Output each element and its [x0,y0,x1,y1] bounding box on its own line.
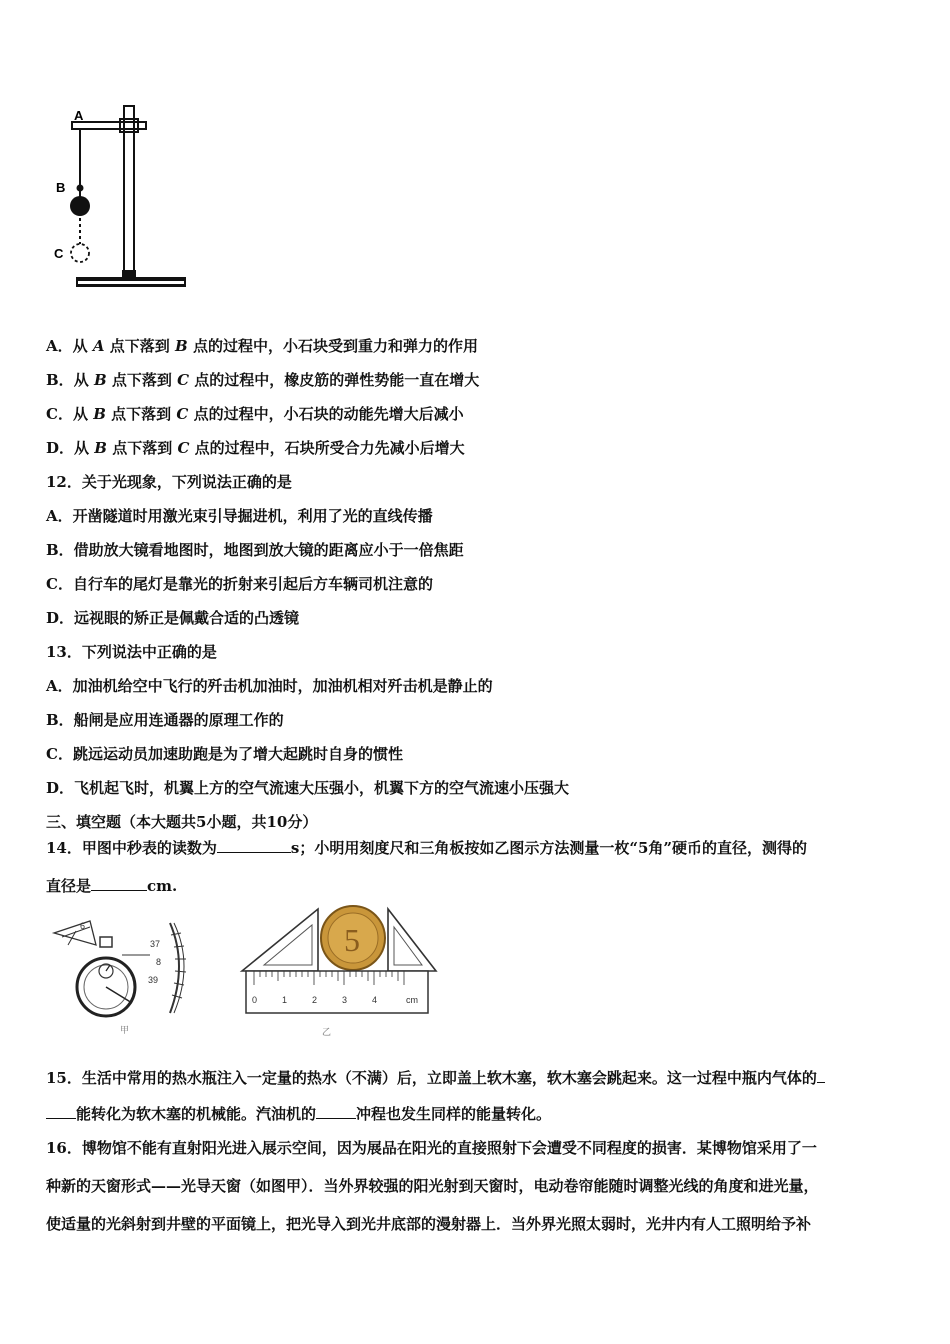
q13-stem: 13．下列说法中正确的是 [46,643,217,661]
left-triangle [242,909,318,971]
stone-ball [70,196,90,216]
q16-line1: 16．博物馆不能有直射阳光进入展示空间，因为展品在阳光的直接照射下会遭受不同程度的损害．某博物馆采用了一 [46,1139,817,1157]
stopwatch-figure [50,915,190,1037]
q13-option-d: D．飞机起飞时，机翼上方的空气流速大压强小，机翼下方的空气流速小压强大 [46,779,570,797]
q12-stem: 12．关于光现象，下列说法正确的是 [46,473,292,491]
ruler-unit: cm [406,995,418,1005]
q15-blank-1a[interactable] [817,1068,825,1083]
section-title: 三、填空题（本大题共5小题，共10分） [46,813,318,831]
q11-option-d: D．从 B 点下落到 C 点的过程中，石块所受合力先减小后增大 [46,439,465,457]
q11-option-a: A．从 A 点下落到 B 点的过程中，小石块受到重力和弹力的作用 [46,337,478,355]
q14-line2: 直径是 cm. [46,877,178,895]
q13-option-b: B．船闸是应用连通器的原理工作的 [46,711,284,729]
q14-line1: 14．甲图中秒表的读数为 s；小明用刻度尺和三角板按如乙图示方法测量一枚“5角”硬币的直径，测得的 [46,839,808,857]
q15-blank-2[interactable] [316,1104,356,1119]
ruler-caption: 乙 [322,1028,332,1038]
ruler-tick-1: 1 [282,995,288,1005]
label-b: B [56,180,66,195]
right-triangle [388,909,436,971]
ruler-tick-4: 4 [372,995,378,1005]
q13-option-c: C．跳远运动员加速助跑是为了增大起跳时自身的惯性 [46,745,403,763]
q16-line2: 种新的天窗形式——光导天窗（如图甲）．当外界较强的阳光射到天窗时，电动卷帘能随时调整光线的角度和进光量， [46,1177,819,1195]
ruler-coin-figure [238,905,438,1040]
pendulum-stand-figure [44,100,194,295]
coin-label: 5 [344,922,360,958]
q11-option-b: B．从 B 点下落到 C 点的过程中，橡皮筋的弹性势能一直在增大 [46,371,480,389]
q12-option-c: C．自行车的尾灯是靠光的折射来引起后方车辆司机注意的 [46,575,433,593]
q15-line1: 15．生活中常用的热水瓶注入一定量的热水（不满）后，立即盖上软木塞，软木塞会跳起来。这一过程中瓶内气体的 [46,1068,825,1088]
stopwatch-tick-37: 37 [150,939,161,949]
q12-option-d: D．远视眼的矫正是佩戴合适的凸透镜 [46,609,300,627]
stopwatch-tick-6: 6 [80,921,86,931]
q16-line3: 使适量的光斜射到井壁的平面镜上，把光导入到光井底部的漫射器上．当外界光照太弱时，光井内有人工照明给予补 [46,1215,812,1233]
stopwatch-caption: 甲 [120,1026,130,1036]
q15-blank-1b[interactable] [46,1104,76,1119]
stopwatch-tick-39: 39 [148,975,159,985]
q11-option-c: C．从 B 点下落到 C 点的过程中，小石块的动能先增大后减小 [46,405,464,423]
q14-blank-2[interactable] [91,876,147,891]
q15-line2: 能转化为软木塞的机械能。汽油机的 冲程也发生同样的能量转化。 [46,1104,551,1124]
ruler-tick-3: 3 [342,995,348,1005]
label-c: C [54,246,64,261]
label-a: A [74,108,84,123]
ruler [246,971,428,1013]
ruler-tick-2: 2 [312,995,318,1005]
stone-position-c [71,244,89,262]
q12-option-b: B．借助放大镜看地图时，地图到放大镜的距离应小于一倍焦距 [46,541,464,559]
q13-option-a: A．加油机给空中飞行的歼击机加油时，加油机相对歼击机是静止的 [46,677,493,695]
q12-option-a: A．开凿隧道时用激光束引导掘进机，利用了光的直线传播 [46,507,433,525]
stopwatch-tick-8: 8 [156,957,162,967]
q14-blank-1[interactable] [217,838,291,853]
ruler-tick-0: 0 [252,995,258,1005]
